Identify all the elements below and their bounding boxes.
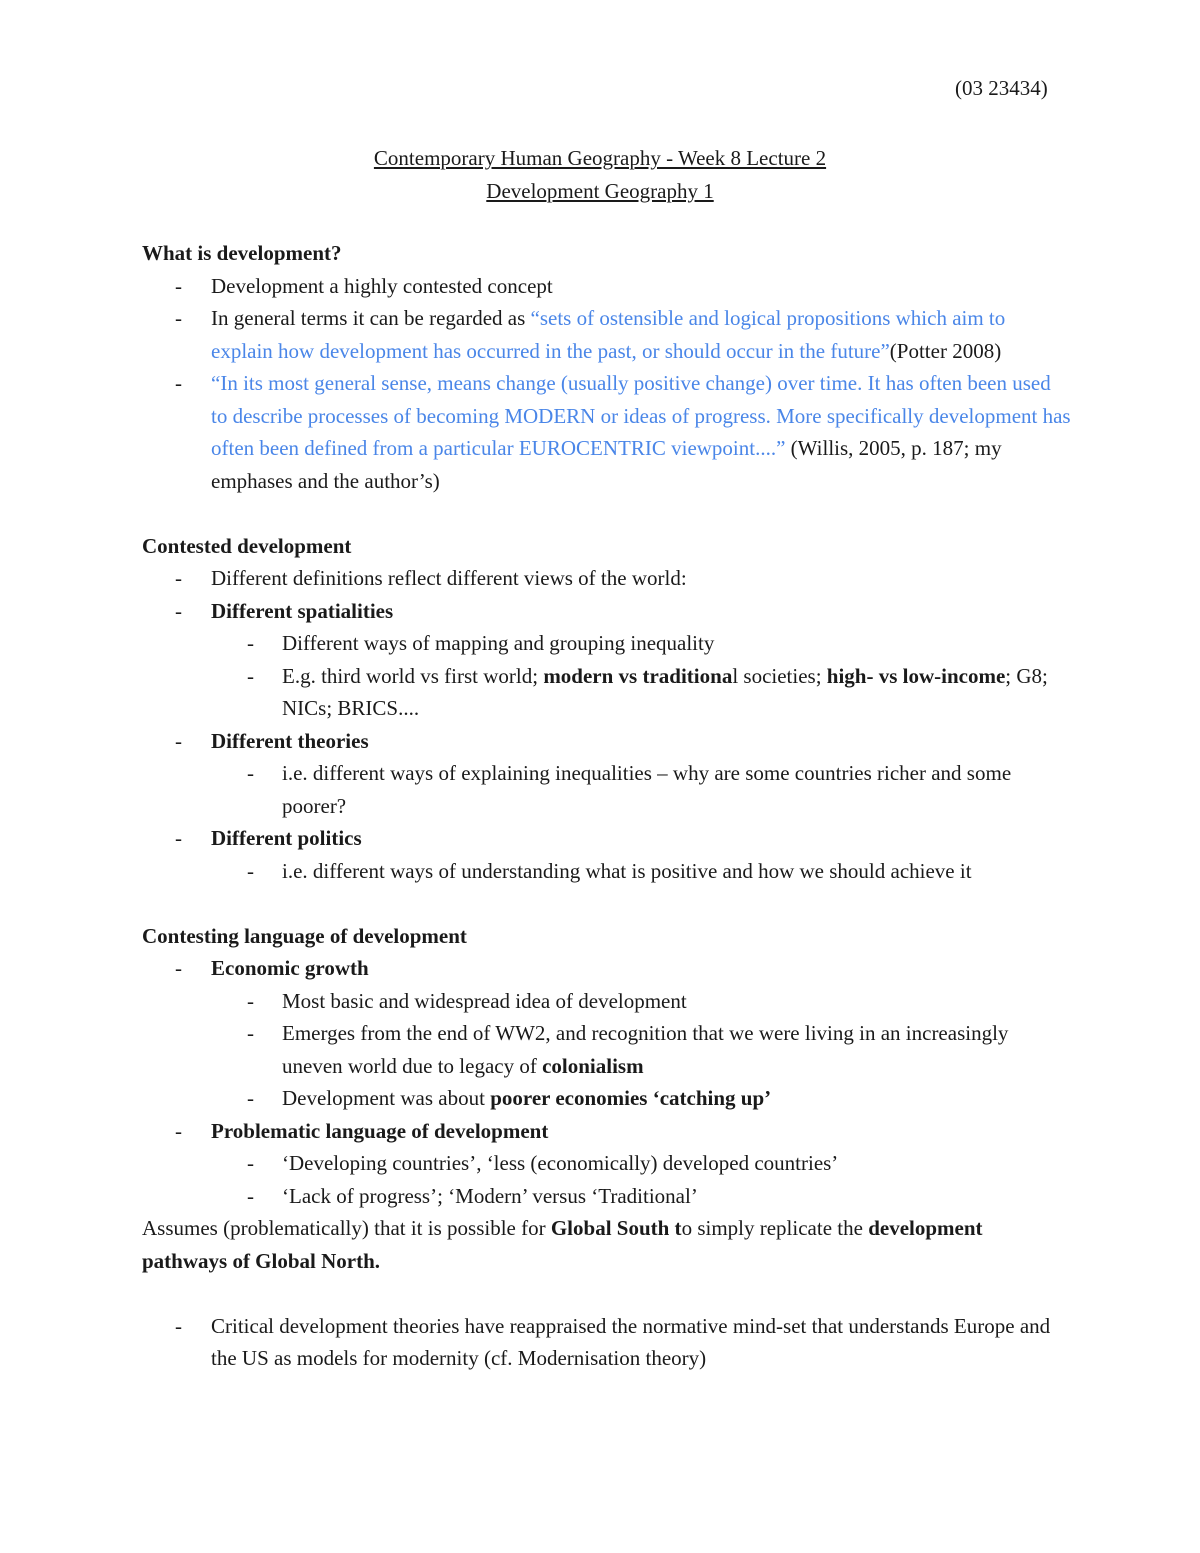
bullet-dash: - [247,1151,254,1175]
list-item-text: Development a highly contested concept [211,273,553,298]
bullet-dash: - [175,306,182,330]
emphasis-text: colonialism [542,1053,644,1078]
sub-list-item-text: l societies; [732,663,827,688]
sub-list-item-text: Most basic and widespread idea of development [282,988,687,1013]
bullet-dash: - [175,371,182,395]
section-heading-what-is-development: What is development? [142,241,342,265]
list-item-text: Different politics [211,826,362,850]
bullet-dash: - [175,826,182,850]
bullet-dash: - [247,1086,254,1110]
list-item-text: In general terms it can be regarded as [211,306,531,330]
sub-list-item-text: Development was about [282,1086,491,1110]
section-heading-contesting-language: Contesting language of development [142,923,467,948]
bullet-dash: - [247,988,254,1013]
emphasis-text: poorer economies ‘catching up’ [490,1086,772,1110]
title-block [0,142,1200,207]
bullet-dash: - [247,858,254,883]
emphasis-text: development pathways of Global North. [142,1216,983,1273]
sub-list-item [142,855,1072,888]
section-heading-contested-development: Contested development [142,533,352,558]
paragraph-assumes [142,1212,1072,1277]
bullet-dash: - [175,566,182,590]
sub-list-item-text: ‘Developing countries’, ‘less (economically) developed countries’ [282,1151,839,1175]
bullet-dash: - [175,728,182,753]
quote-willis: “In its most general sense, means change (usually positive change) over time. It has often been used to describe processes of becoming MODERN or ideas of progress. More specifically development has often been defined from a particular EUROCENTRIC viewpoint....” [211,371,1071,460]
list-item [142,595,1072,628]
sub-list-item-text: ‘Lack of progress’; ‘Modern’ versus ‘Traditional’ [282,1183,698,1208]
list-item [142,562,1072,595]
bullet-dash: - [175,956,182,980]
list-item [142,822,1072,855]
emphasis-text: high- vs low-income [826,663,1006,688]
emphasis-text: modern vs traditiona [543,663,733,688]
bullet-dash: - [247,663,254,688]
list-item [142,725,1072,758]
list-item [142,302,1072,367]
notes-body [142,237,1072,1375]
sub-list-item [142,757,1072,822]
citation-potter: (Potter 2008) [889,338,1002,363]
bullet-dash: - [175,598,182,623]
sub-list-item [142,1147,1072,1180]
sub-list-item-text: i.e. different ways of explaining inequalities – why are some countries richer and some poorer? [282,761,1012,818]
bullet-dash: - [175,273,182,298]
list-item [142,952,1072,985]
sub-list-item-text: Emerges from the end of WW2, and recognition that we were living in an increasingly uneven world due to legacy of [282,1021,1009,1078]
bullet-dash: - [175,1313,182,1338]
list-item [142,1310,1072,1375]
citation-willis: (Willis, 2005, p. 187; my emphases and the author’s) [211,436,1002,493]
sub-list-item [142,1180,1072,1213]
bullet-dash: - [247,1183,254,1208]
list-item-text: Economic growth [211,956,369,980]
bullet-dash: - [247,761,254,785]
quote-potter: “sets of ostensible and logical propositions which aim to explain how development has occurred in the past, or should occur in the future” [211,306,1006,363]
list-item-text: Different definitions reflect different views of the world: [211,566,687,590]
page-title: Contemporary Human Geography - Week 8 Lecture 2 [373,146,827,170]
list-item-text: Different theories [211,728,369,753]
paragraph-text: Assumes (problematically) that it is possible for [142,1216,551,1240]
list-item-text: Problematic language of development [211,1118,549,1143]
list-item-text: Critical development theories have reappraised the normative mind-set that understands Europe and the US as models for modernity (cf. Modernisation theory) [211,1313,1051,1370]
sub-list-item [142,1082,1072,1115]
sub-list-item [142,1017,1072,1082]
sub-list-item-text: Different ways of mapping and grouping inequality [282,631,715,655]
bullet-dash: - [175,1118,182,1143]
page-subtitle: Development Geography 1 [486,178,714,203]
bullet-dash: - [247,631,254,655]
sub-list-item-text: ; G8; NICs; BRICS.... [282,663,1048,720]
emphasis-text: Global South t [550,1216,682,1240]
bullet-dash: - [247,1021,254,1045]
paragraph-text: o simply replicate the [681,1216,869,1240]
sub-list-item [142,627,1072,660]
document-id: (03 23434) [955,76,1048,100]
list-item [142,270,1072,303]
list-item-text: Different spatialities [211,598,394,623]
sub-list-item [142,985,1072,1018]
list-item [142,367,1072,497]
sub-list-item-text: E.g. third world vs first world; [282,663,544,688]
sub-list-item-text: i.e. different ways of understanding what is positive and how we should achieve it [282,858,972,883]
sub-list-item [142,660,1072,725]
list-item [142,1115,1072,1148]
